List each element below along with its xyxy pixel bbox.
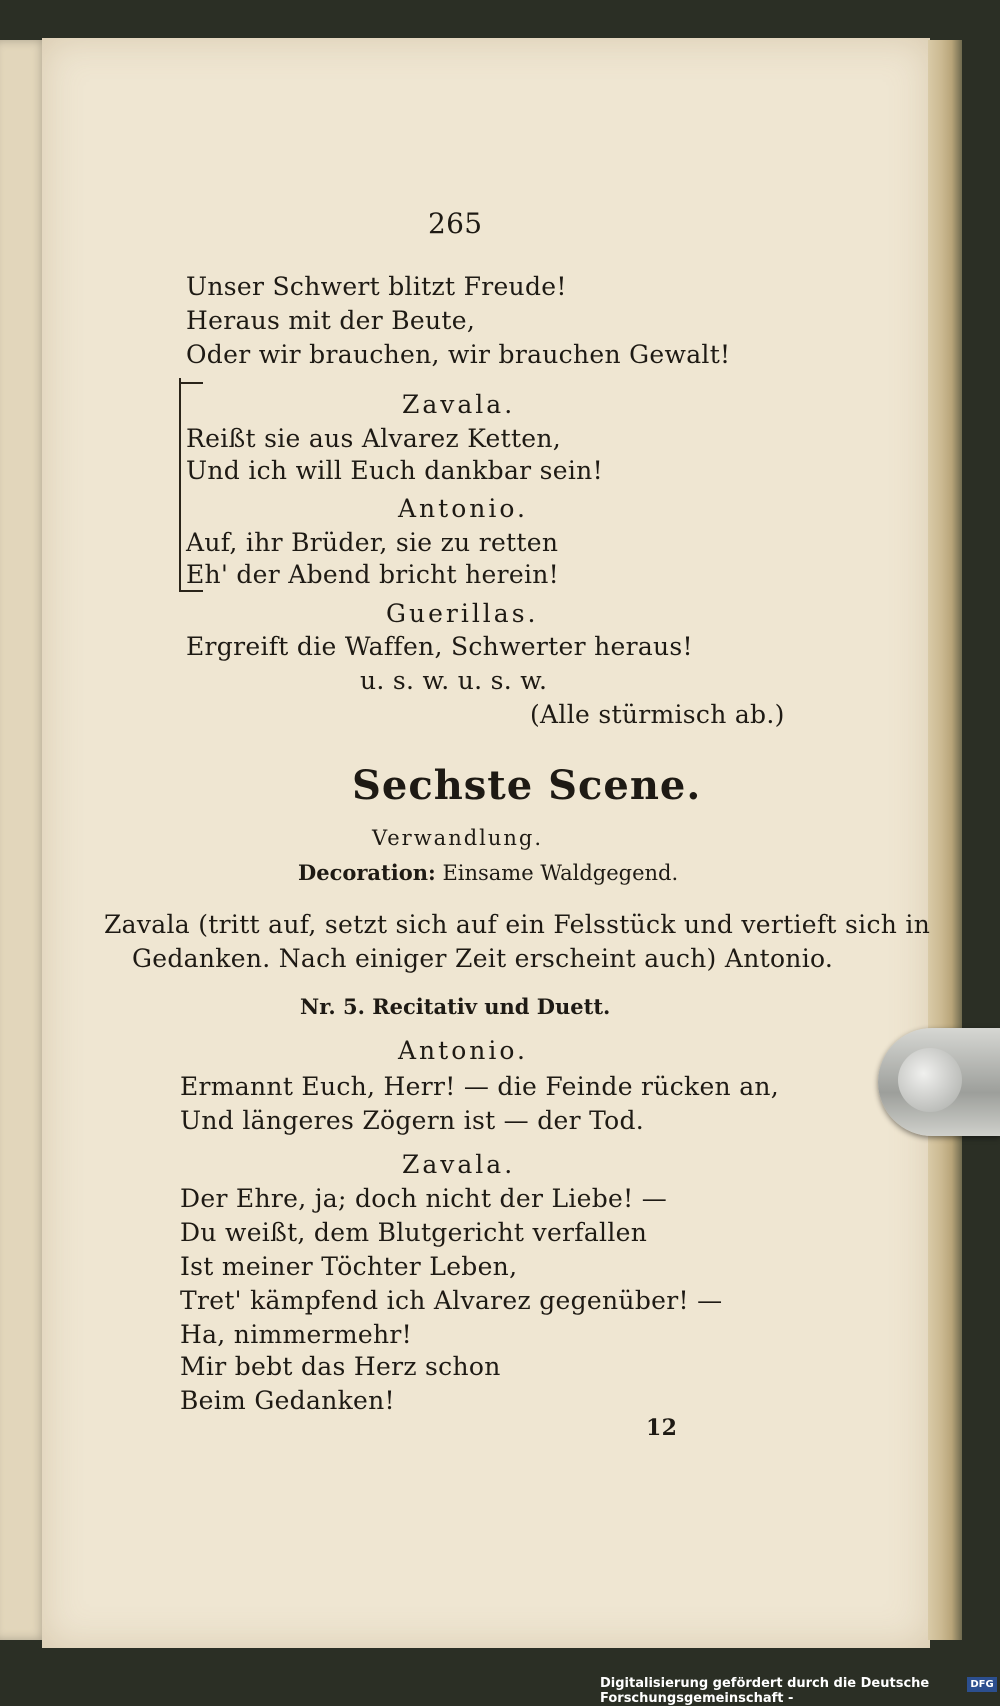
speaker-name: Antonio.: [398, 1036, 528, 1065]
speaker-name: Antonio.: [398, 494, 528, 523]
bracket-top-tick: [181, 382, 203, 384]
verse-line: Der Ehre, ja; doch nicht der Liebe! —: [180, 1184, 668, 1213]
verse-line: Ermannt Euch, Herr! — die Feinde rücken an,: [180, 1072, 780, 1101]
verse-line: Eh' der Abend bricht herein!: [186, 560, 559, 589]
decoration-text: Einsame Waldgegend.: [442, 861, 679, 885]
verse-line: Du weißt, dem Blutgericht verfallen: [180, 1218, 648, 1247]
verse-line: Beim Gedanken!: [180, 1386, 395, 1415]
verse-line: Mir bebt das Herz schon: [180, 1352, 501, 1381]
verse-line: Unser Schwert blitzt Freude!: [186, 272, 567, 301]
speaker-name: Zavala.: [402, 1150, 516, 1179]
speaker-name: Guerillas.: [386, 599, 539, 628]
verse-line: Tret' kämpfend ich Alvarez gegenüber! —: [180, 1286, 723, 1315]
verse-line: Und längeres Zögern ist — der Tod.: [180, 1106, 645, 1135]
bookmark-tab-knob: [898, 1048, 962, 1112]
verse-line: Ergreift die Waffen, Schwerter heraus!: [186, 632, 693, 661]
signature-mark: 12: [646, 1415, 678, 1441]
stage-direction: Gedanken. Nach einiger Zeit erscheint auch) Antonio.: [132, 944, 834, 973]
verse-line: Auf, ihr Brüder, sie zu retten: [186, 528, 559, 557]
verse-line: Oder wir brauchen, wir brauchen Gewalt!: [186, 340, 731, 369]
speaker-name: Zavala.: [402, 390, 516, 419]
verse-line: Reißt sie aus Alvarez Ketten,: [186, 424, 562, 453]
page-stack-edge: [928, 40, 962, 1640]
verse-line: Heraus mit der Beute,: [186, 306, 476, 335]
decoration-line: [298, 860, 678, 885]
scene-change: Verwandlung.: [372, 826, 544, 850]
left-page-edge: [0, 40, 48, 1640]
stage-direction: (Alle stürmisch ab.): [530, 700, 785, 729]
footer-credit: Digitalisierung gefördert durch die Deutsche Forschungsgemeinschaft -: [600, 1676, 930, 1706]
verse-line: Und ich will Euch dankbar sein!: [186, 456, 603, 485]
bracket-bottom-tick: [181, 590, 203, 592]
scene-title: Sechste Scene.: [352, 762, 702, 809]
dfg-logo: DFG: [967, 1677, 997, 1692]
etc-line: u. s. w. u. s. w.: [360, 666, 548, 695]
duet-bracket: [179, 378, 181, 592]
verse-line: Ist meiner Töchter Leben,: [180, 1252, 518, 1281]
number-heading: Nr. 5. Recitativ und Duett.: [300, 994, 611, 1019]
verse-line: Ha, nimmermehr!: [180, 1320, 412, 1349]
stage-direction: Zavala (tritt auf, setzt sich auf ein Felsstück und vertieft sich in: [104, 910, 931, 939]
page-number: 265: [428, 207, 483, 240]
decoration-label: Decoration:: [298, 860, 436, 885]
